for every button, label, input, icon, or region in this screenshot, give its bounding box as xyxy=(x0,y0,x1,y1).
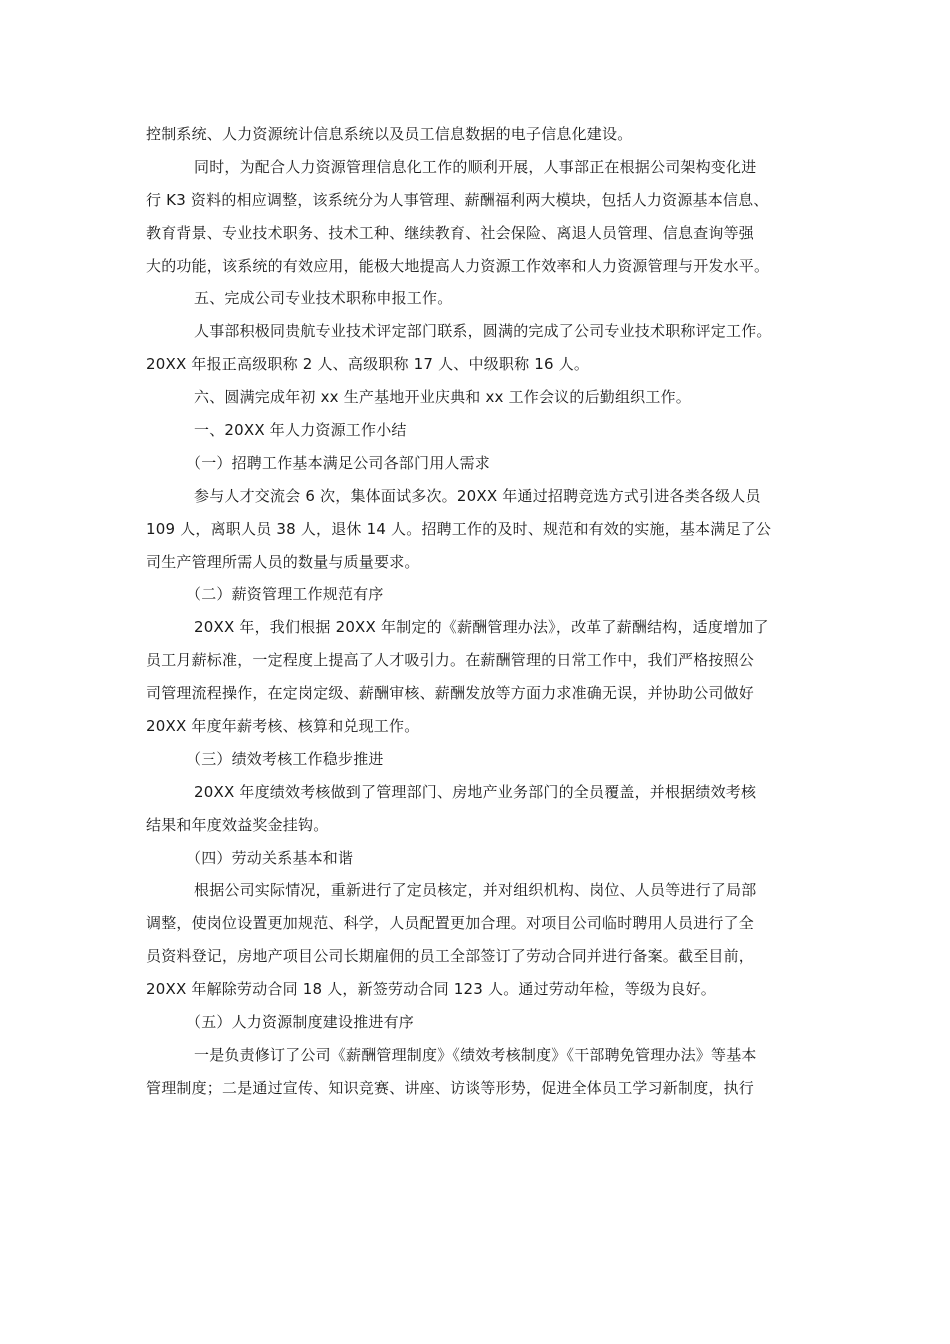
text-line: 教育背景、专业技术职务、技术工种、继续教育、社会保险、离退人员管理、信息查询等强 xyxy=(146,223,755,242)
text-line: 一是负责修订了公司《薪酬管理制度》《绩效考核制度》《干部聘免管理办法》等基本 xyxy=(194,1045,757,1064)
text-line: 根据公司实际情况，重新进行了定员核定，并对组织机构、岗位、人员等进行了局部 xyxy=(194,881,757,900)
text-line: 20XX 年度年薪考核、核算和兑现工作。 xyxy=(146,717,420,736)
text-line: 参与人才交流会 6 次，集体面试多次。20XX 年通过招聘竞选方式引进各类各级人员 xyxy=(194,486,761,505)
text-line: 员工月薪标准，一定程度上提高了人才吸引力。在薪酬管理的日常工作中，我们严格按照公 xyxy=(146,651,755,670)
text-line: 大的功能，该系统的有效应用，能极大地提高人力资源工作效率和人力资源管理与开发水平。 xyxy=(146,256,770,275)
text-line: 司生产管理所需人员的数量与质量要求。 xyxy=(146,552,420,571)
text-line: 20XX 年，我们根据 20XX 年制定的《薪酬管理办法》，改革了薪酬结构，适度增加了 xyxy=(194,618,769,637)
text-line: 20XX 年解除劳动合同 18 人，新签劳动合同 123 人。通过劳动年检，等级为良好。 xyxy=(146,980,716,999)
document-body xyxy=(146,118,816,1105)
text-line: 一、20XX 年人力资源工作小结 xyxy=(194,421,407,440)
text-line: 员资料登记，房地产项目公司长期雇佣的员工全部签订了劳动合同并进行备案。截至目前， xyxy=(146,947,755,966)
section-heading: （四）劳动关系基本和谐 xyxy=(186,848,354,867)
section-heading: （一）招聘工作基本满足公司各部门用人需求 xyxy=(186,453,491,472)
text-line: 五、完成公司专业技术职称申报工作。 xyxy=(194,289,453,308)
text-line: 调整，使岗位设置更加规范、科学，人员配置更加合理。对项目公司临时聘用人员进行了全 xyxy=(146,914,755,933)
text-line: 20XX 年报正高级职称 2 人、高级职称 17 人、中级职称 16 人。 xyxy=(146,355,590,374)
text-line: 司管理流程操作，在定岗定级、薪酬审核、薪酬发放等方面力求准确无误，并协助公司做好 xyxy=(146,684,755,703)
text-line: 人事部积极同贵航专业技术评定部门联系，圆满的完成了公司专业技术职称评定工作。 xyxy=(194,322,772,341)
text-line: 同时，为配合人力资源管理信息化工作的顺利开展，人事部正在根据公司架构变化进 xyxy=(194,157,757,176)
section-heading: （三）绩效考核工作稳步推进 xyxy=(186,749,384,768)
text-line: 行 K3 资料的相应调整，该系统分为人事管理、薪酬福利两大模块，包括人力资源基本信息、 xyxy=(146,190,769,209)
section-heading: （五）人力资源制度建设推进有序 xyxy=(186,1013,415,1032)
text-line: 控制系统、人力资源统计信息系统以及员工信息数据的电子信息化建设。 xyxy=(146,125,633,143)
section-heading: （二）薪资管理工作规范有序 xyxy=(186,585,384,604)
text-line: 109 人，离职人员 38 人，退休 14 人。招聘工作的及时、规范和有效的实施，基本满足了公 xyxy=(146,519,772,538)
text-line: 六、圆满完成年初 xx 生产基地开业庆典和 xx 工作会议的后勤组织工作。 xyxy=(194,388,691,407)
text-line: 20XX 年度绩效考核做到了管理部门、房地产业务部门的全员覆盖，并根据绩效考核 xyxy=(194,782,757,801)
text-line: 管理制度；二是通过宣传、知识竞赛、讲座、访谈等形势，促进全体员工学习新制度，执行 xyxy=(146,1078,755,1097)
text-line: 结果和年度效益奖金挂钩。 xyxy=(146,815,329,834)
